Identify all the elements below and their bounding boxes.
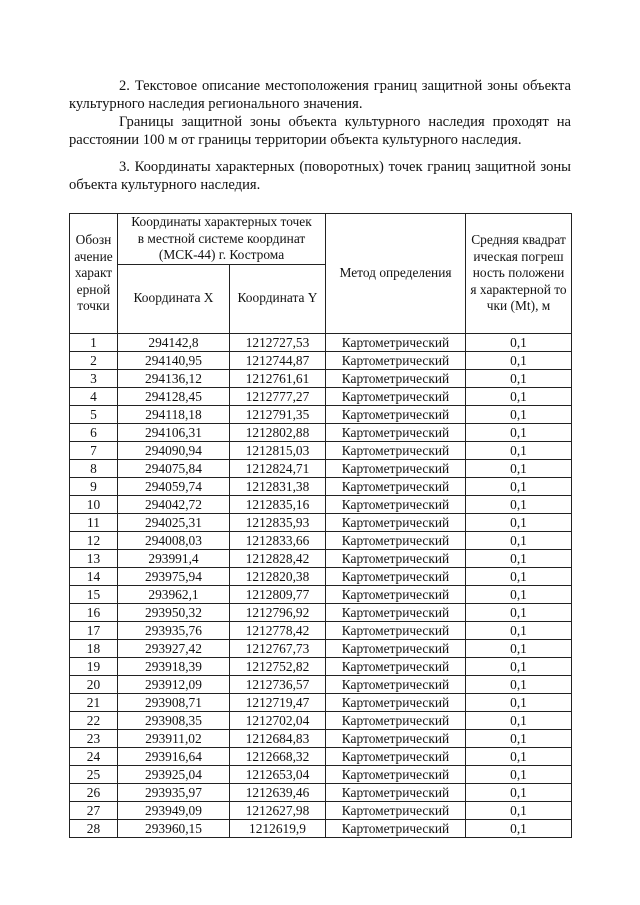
method-value: Картометрический (326, 531, 466, 549)
point-number: 2 (70, 351, 118, 369)
table-row (70, 783, 572, 801)
table-row (70, 423, 572, 441)
method-value: Картометрический (326, 639, 466, 657)
error-value: 0,1 (466, 567, 572, 585)
coordinate-y-value: 1212639,46 (230, 783, 326, 801)
point-number: 13 (70, 549, 118, 567)
error-value: 0,1 (466, 549, 572, 567)
table-row (70, 369, 572, 387)
header-point-designation: Обозначение характерной точки (70, 214, 118, 334)
coordinate-x-value: 294106,31 (118, 423, 230, 441)
coordinate-y-value: 1212719,47 (230, 693, 326, 711)
table-row (70, 495, 572, 513)
table-row (70, 819, 572, 837)
method-value: Картометрический (326, 621, 466, 639)
table-row (70, 639, 572, 657)
point-number: 11 (70, 513, 118, 531)
method-value: Картометрический (326, 387, 466, 405)
table-row (70, 621, 572, 639)
error-value: 0,1 (466, 423, 572, 441)
coordinate-y-value: 1212653,04 (230, 765, 326, 783)
point-number: 16 (70, 603, 118, 621)
coordinate-x-value: 293927,42 (118, 639, 230, 657)
error-value: 0,1 (466, 369, 572, 387)
error-value: 0,1 (466, 585, 572, 603)
header-method: Метод определения (326, 214, 466, 334)
coordinate-x-value: 294008,03 (118, 531, 230, 549)
coordinates-table-body (70, 333, 572, 837)
error-value: 0,1 (466, 657, 572, 675)
point-number: 23 (70, 729, 118, 747)
point-number: 28 (70, 819, 118, 837)
coordinate-x-value: 294128,45 (118, 387, 230, 405)
point-number: 18 (70, 639, 118, 657)
coordinate-x-value: 293916,64 (118, 747, 230, 765)
coordinate-x-value: 294090,94 (118, 441, 230, 459)
method-value: Картометрический (326, 549, 466, 567)
header-coordinate-y: Координата Y (230, 264, 326, 333)
error-value: 0,1 (466, 801, 572, 819)
table-row (70, 693, 572, 711)
coordinate-x-value: 293950,32 (118, 603, 230, 621)
table-row (70, 549, 572, 567)
table-row (70, 351, 572, 369)
coordinate-x-value: 293935,97 (118, 783, 230, 801)
table-row (70, 513, 572, 531)
coordinate-x-value: 293962,1 (118, 585, 230, 603)
method-value: Картометрический (326, 369, 466, 387)
table-row (70, 567, 572, 585)
table-row (70, 405, 572, 423)
coordinate-x-value: 293908,35 (118, 711, 230, 729)
point-number: 5 (70, 405, 118, 423)
coordinate-x-value: 293911,02 (118, 729, 230, 747)
method-value: Картометрический (326, 657, 466, 675)
method-value: Картометрический (326, 567, 466, 585)
point-number: 22 (70, 711, 118, 729)
coordinate-x-value: 293991,4 (118, 549, 230, 567)
error-value: 0,1 (466, 729, 572, 747)
coordinate-x-value: 293918,39 (118, 657, 230, 675)
table-row (70, 765, 572, 783)
coordinate-y-value: 1212752,82 (230, 657, 326, 675)
error-value: 0,1 (466, 621, 572, 639)
table-row (70, 675, 572, 693)
coordinate-x-value: 294075,84 (118, 459, 230, 477)
coordinate-y-value: 1212702,04 (230, 711, 326, 729)
error-value: 0,1 (466, 351, 572, 369)
error-value: 0,1 (466, 693, 572, 711)
coordinate-x-value: 293935,76 (118, 621, 230, 639)
header-coordinate-x: Координата X (118, 264, 230, 333)
method-value: Картометрический (326, 747, 466, 765)
method-value: Картометрический (326, 729, 466, 747)
error-value: 0,1 (466, 765, 572, 783)
point-number: 21 (70, 693, 118, 711)
point-number: 7 (70, 441, 118, 459)
coordinate-y-value: 1212802,88 (230, 423, 326, 441)
point-number: 4 (70, 387, 118, 405)
method-value: Картометрический (326, 513, 466, 531)
method-value: Картометрический (326, 783, 466, 801)
section-3-heading: 3. Координаты характерных (поворотных) точек границ защитной зоны объекта культурного наследия. (69, 159, 571, 193)
method-value: Картометрический (326, 441, 466, 459)
point-number: 8 (70, 459, 118, 477)
error-value: 0,1 (466, 459, 572, 477)
coordinate-y-value: 1212835,16 (230, 495, 326, 513)
coordinate-x-value: 294025,31 (118, 513, 230, 531)
coordinate-y-value: 1212831,38 (230, 477, 326, 495)
error-value: 0,1 (466, 747, 572, 765)
method-value: Картометрический (326, 711, 466, 729)
coordinate-y-value: 1212727,53 (230, 333, 326, 351)
coordinate-x-value: 293949,09 (118, 801, 230, 819)
point-number: 3 (70, 369, 118, 387)
section-2-heading: 2. Текстовое описание местоположения границ защитной зоны объекта культурного наследия регионального значения. (69, 78, 571, 112)
coordinate-y-value: 1212777,27 (230, 387, 326, 405)
coordinate-y-value: 1212828,42 (230, 549, 326, 567)
method-value: Картометрический (326, 765, 466, 783)
coordinate-y-value: 1212791,35 (230, 405, 326, 423)
coordinate-y-value: 1212744,87 (230, 351, 326, 369)
method-value: Картометрический (326, 801, 466, 819)
point-number: 27 (70, 801, 118, 819)
method-value: Картометрический (326, 459, 466, 477)
table-row (70, 657, 572, 675)
coordinate-y-value: 1212668,32 (230, 747, 326, 765)
error-value: 0,1 (466, 819, 572, 837)
point-number: 12 (70, 531, 118, 549)
error-value: 0,1 (466, 531, 572, 549)
error-value: 0,1 (466, 405, 572, 423)
coordinate-x-value: 294142,8 (118, 333, 230, 351)
point-number: 15 (70, 585, 118, 603)
coordinate-x-value: 293960,15 (118, 819, 230, 837)
table-row (70, 333, 572, 351)
error-value: 0,1 (466, 387, 572, 405)
coordinate-x-value: 294140,95 (118, 351, 230, 369)
error-value: 0,1 (466, 495, 572, 513)
header-rms-error: Средняя квадратическая погрешность положения характерной точки (Mt), м (466, 214, 572, 334)
error-value: 0,1 (466, 603, 572, 621)
point-number: 19 (70, 657, 118, 675)
method-value: Картометрический (326, 675, 466, 693)
coordinate-x-value: 293908,71 (118, 693, 230, 711)
coordinate-x-value: 294118,18 (118, 405, 230, 423)
method-value: Картометрический (326, 585, 466, 603)
table-row (70, 585, 572, 603)
method-value: Картометрический (326, 405, 466, 423)
coordinate-x-value: 293975,94 (118, 567, 230, 585)
error-value: 0,1 (466, 639, 572, 657)
point-number: 14 (70, 567, 118, 585)
error-value: 0,1 (466, 675, 572, 693)
point-number: 10 (70, 495, 118, 513)
coordinate-y-value: 1212778,42 (230, 621, 326, 639)
table-row (70, 441, 572, 459)
coordinate-y-value: 1212824,71 (230, 459, 326, 477)
method-value: Картометрический (326, 495, 466, 513)
coordinates-table (69, 213, 572, 838)
point-number: 17 (70, 621, 118, 639)
coordinate-x-value: 294059,74 (118, 477, 230, 495)
error-value: 0,1 (466, 333, 572, 351)
table-row (70, 747, 572, 765)
coordinate-y-value: 1212736,57 (230, 675, 326, 693)
table-row (70, 387, 572, 405)
method-value: Картометрический (326, 693, 466, 711)
table-row (70, 531, 572, 549)
table-row (70, 729, 572, 747)
point-number: 24 (70, 747, 118, 765)
point-number: 6 (70, 423, 118, 441)
point-number: 20 (70, 675, 118, 693)
coordinate-x-value: 294136,12 (118, 369, 230, 387)
coordinate-y-value: 1212684,83 (230, 729, 326, 747)
coordinate-x-value: 293912,09 (118, 675, 230, 693)
coordinate-x-value: 294042,72 (118, 495, 230, 513)
coordinate-y-value: 1212820,38 (230, 567, 326, 585)
coordinate-x-value: 293925,04 (118, 765, 230, 783)
coordinate-y-value: 1212809,77 (230, 585, 326, 603)
table-row (70, 801, 572, 819)
coordinate-y-value: 1212815,03 (230, 441, 326, 459)
table-row (70, 459, 572, 477)
table-row (70, 477, 572, 495)
coordinate-y-value: 1212761,61 (230, 369, 326, 387)
table-row (70, 711, 572, 729)
error-value: 0,1 (466, 441, 572, 459)
coordinate-y-value: 1212619,9 (230, 819, 326, 837)
coordinate-y-value: 1212767,73 (230, 639, 326, 657)
table-row (70, 603, 572, 621)
coordinate-y-value: 1212796,92 (230, 603, 326, 621)
method-value: Картометрический (326, 351, 466, 369)
point-number: 9 (70, 477, 118, 495)
method-value: Картометрический (326, 333, 466, 351)
point-number: 25 (70, 765, 118, 783)
error-value: 0,1 (466, 711, 572, 729)
header-coordinates-group: Координаты характерных точек в местной системе координат (МСК-44) г. Кострома (118, 214, 326, 265)
error-value: 0,1 (466, 477, 572, 495)
coordinate-y-value: 1212627,98 (230, 801, 326, 819)
method-value: Картометрический (326, 477, 466, 495)
point-number: 1 (70, 333, 118, 351)
error-value: 0,1 (466, 513, 572, 531)
section-2-text: Границы защитной зоны объекта культурного наследия проходят на расстоянии 100 м от границы территории объекта культурного наследия. (69, 114, 571, 148)
coordinate-y-value: 1212833,66 (230, 531, 326, 549)
coordinate-y-value: 1212835,93 (230, 513, 326, 531)
method-value: Картометрический (326, 819, 466, 837)
point-number: 26 (70, 783, 118, 801)
method-value: Картометрический (326, 423, 466, 441)
method-value: Картометрический (326, 603, 466, 621)
error-value: 0,1 (466, 783, 572, 801)
